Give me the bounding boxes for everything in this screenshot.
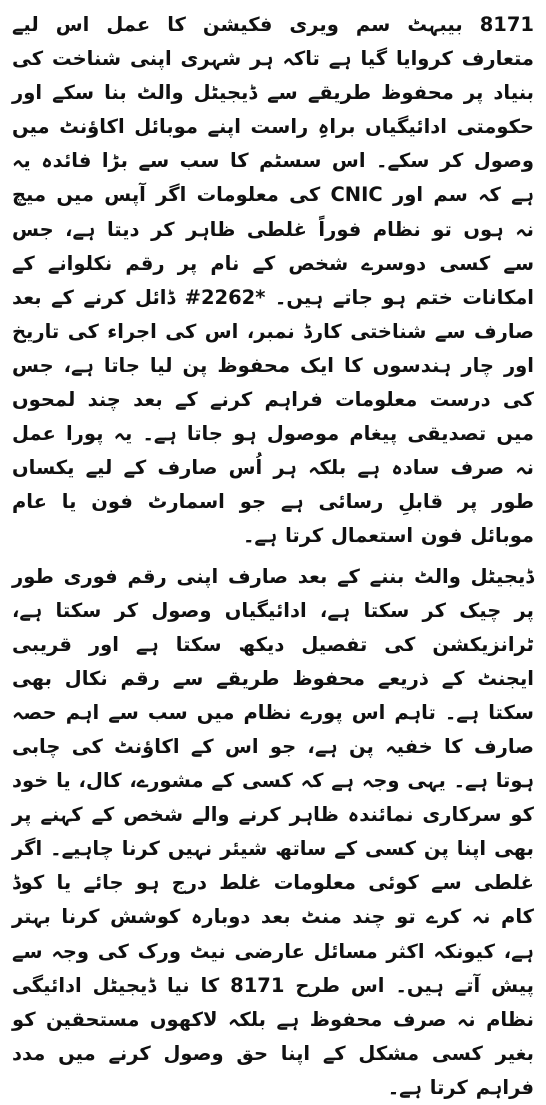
article-paragraph-2: ڈیجیٹل والٹ بننے کے بعد صارف اپنی رقم فوری طور پر چیک کر سکتا ہے، ادائیگیاں وصول کر سکتا ہے، ٹرانزیکشن کی تفصیل دیکھ سکتا ہے اور قریبی ایجنٹ کے ذریعے محفوظ طریقے سے رقم نکال بھی سکتا ہے۔ تاہم اس پورے نظام میں سب سے اہم حصہ صارف کا خفیہ پن ہے، جو اس کے اکاؤنٹ کی چابی ہوتا ہے۔ یہی وجہ ہے کہ کسی کے مشورے، کال، یا خود کو سرکاری نمائندہ ظاہر کرنے والے شخص کے کہنے پر بھی اپنا پن کسی کے ساتھ شیئر نہیں کرنا چاہیے۔ اگر غلطی سے کوئی معلومات غلط درج ہو جائے یا کوڈ کام نہ کرے تو چند منٹ بعد دوبارہ کوشش کرنا بہتر ہے، کیونکہ اکثر مسائل عارضی نیٹ ورک کی وجہ سے پیش آتے ہیں۔ اس طرح 8171 کا نیا ڈیجیٹل ادائیگی نظام نہ صرف محفوظ ہے بلکہ لاکھوں مستحقین کو بغیر کسی مشکل کے اپنا حق وصول کرنے میں مدد فراہم کرتا ہے۔ <box>12 560 534 1105</box>
article-paragraph-1: 8171 بیبہٹ سم ویری فکیشن کا عمل اس لیے متعارف کروایا گیا ہے تاکہ ہر شہری اپنی شناخت کی بنیاد پر محفوظ طریقے سے ڈیجیٹل والٹ بنا سکے اور حکومتی ادائیگیاں براہِ راست اپنے موبائل اکاؤنٹ میں وصول کر سکے۔ اس سسٹم کا سب سے بڑا فائدہ یہ ہے کہ سم اور CNIC کی معلومات اگر آپس میں میچ نہ ہوں تو نظام فوراً غلطی ظاہر کر دیتا ہے، جس سے کسی دوسرے شخص کے نام پر رقم نکلوانے کے امکانات ختم ہو جاتے ہیں۔ *2262# ڈائل کرنے کے بعد صارف سے شناختی کارڈ نمبر، اس کی اجراء کی تاریخ اور چار ہندسوں کا ایک محفوظ پن لیا جاتا ہے، جس کی درست معلومات فراہم کرنے کے بعد چند لمحوں میں تصدیقی پیغام موصول ہو جاتا ہے۔ یہ پورا عمل نہ صرف سادہ ہے بلکہ ہر اُس صارف کے لیے یکساں طور پر قابلِ رسائی ہے جو اسمارٹ فون یا عام موبائل فون استعمال کرتا ہے۔ <box>12 8 534 554</box>
